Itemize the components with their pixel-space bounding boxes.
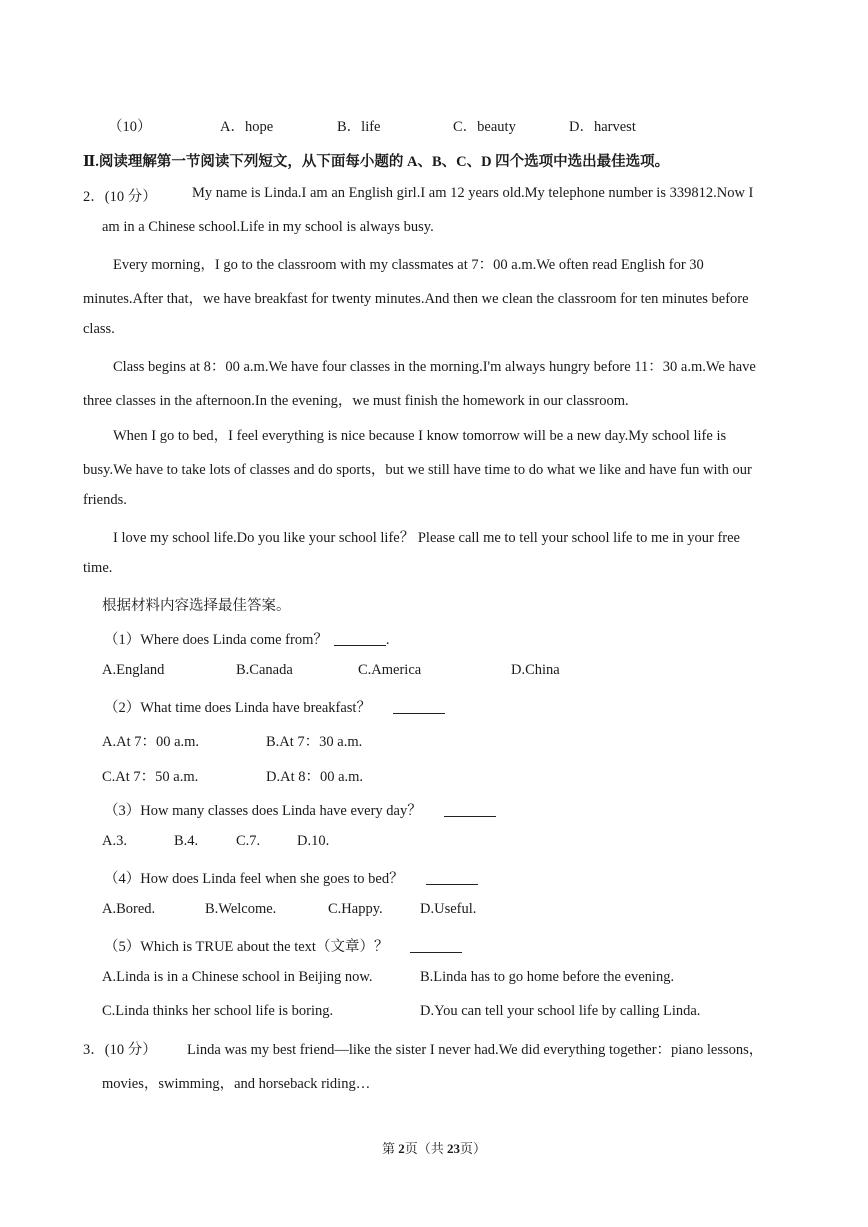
- q10-option-c: C．beauty: [453, 119, 516, 135]
- q10-option-b: B．life: [337, 119, 381, 135]
- q3-label: 3．(10 分）: [83, 1042, 157, 1058]
- page-number: 2: [398, 1141, 405, 1156]
- sq4-option-c: C.Happy.: [328, 901, 383, 917]
- subquestion-1: （1）Where does Linda come from？ .: [104, 632, 390, 648]
- subquestion-3: [104, 799, 496, 820]
- sq1-option-d: D.China: [511, 662, 560, 678]
- q2-line: time.: [83, 560, 113, 576]
- sq1-option-a: A.England: [102, 662, 165, 678]
- subquestion-5: [104, 935, 462, 956]
- sq3-option-d: D.10.: [297, 833, 330, 849]
- q2-line: Every morning，I go to the classroom with my classmates at 7：00 a.m.We often read English for 30: [113, 257, 704, 273]
- subquestion-text: （2）What time does Linda have breakfast？: [104, 700, 371, 716]
- subquestion-text: （5）Which is TRUE about the text（文章）？: [104, 939, 389, 955]
- sq4-option-a: A.Bored.: [102, 901, 156, 917]
- q2-line: When I go to bed，I feel everything is nice because I know tomorrow will be a new day.My school life is: [113, 428, 727, 444]
- answer-blank: [334, 644, 386, 646]
- sq5-option-c: C.Linda thinks her school life is boring.: [102, 1003, 334, 1019]
- q3-line: Linda was my best friend—like the sister I never had.We did everything together：piano lessons，: [187, 1042, 764, 1058]
- sq5-option-d: D.You can tell your school life by calling Linda.: [420, 1003, 701, 1019]
- sq3-option-b: B.4.: [174, 833, 199, 849]
- q2-line: Class begins at 8：00 a.m.We have four classes in the morning.I'm always hungry before 11：30 a.m.We have: [113, 359, 756, 375]
- sq1-option-c: C.America: [358, 662, 422, 678]
- answer-blank: [426, 883, 478, 885]
- section-heading: Ⅱ.阅读理解第一节阅读下列短文，从下面每小题的 A、B、C、D 四个选项中选出最佳选项。: [83, 154, 670, 170]
- total-pages: 23: [447, 1141, 460, 1156]
- q2-label: 2．(10 分）: [83, 189, 157, 205]
- sq2-option-c: C.At 7：50 a.m.: [102, 769, 199, 785]
- sq5-option-a: A.Linda is in a Chinese school in Beijing now.: [102, 969, 373, 985]
- q2-instruction: 根据材料内容选择最佳答案。: [102, 598, 291, 614]
- subquestion-2: [104, 696, 445, 717]
- q10-option-a: A．hope: [220, 119, 274, 135]
- q2-line: class.: [83, 321, 115, 337]
- q2-line: I love my school life.Do you like your school life？ Please call me to tell your school life to me in your free: [113, 530, 740, 546]
- subquestion-text: （1）Where does Linda come from？: [104, 632, 328, 648]
- subquestion-text: （4）How does Linda feel when she goes to bed？: [104, 871, 404, 887]
- page-footer: 第 2页（共 23页）: [381, 1141, 487, 1156]
- q10-option-d: D．harvest: [569, 119, 636, 135]
- q2-line: am in a Chinese school.Life in my school is always busy.: [102, 219, 434, 235]
- sq3-option-c: C.7.: [236, 833, 261, 849]
- sq2-option-b: B.At 7：30 a.m.: [266, 734, 363, 750]
- q3-line: movies，swimming，and horseback riding…: [102, 1076, 371, 1092]
- q2-line: My name is Linda.I am an English girl.I am 12 years old.My telephone number is 339812.Now I: [192, 185, 754, 201]
- q10-number: （10）: [108, 119, 152, 135]
- sq4-option-b: B.Welcome.: [205, 901, 277, 917]
- sq2-option-d: D.At 8：00 a.m.: [266, 769, 364, 785]
- sq1-option-b: B.Canada: [236, 662, 293, 678]
- sq5-option-b: B.Linda has to go home before the evening.: [420, 969, 675, 985]
- q2-line: three classes in the afternoon.In the evening，we must finish the homework in our classroom.: [83, 393, 629, 409]
- q2-line: minutes.After that，we have breakfast for twenty minutes.And then we clean the classroom for ten minutes before: [83, 291, 749, 307]
- q2-line: friends.: [83, 492, 127, 508]
- answer-blank: [410, 951, 462, 953]
- subquestion-4: [104, 867, 478, 888]
- answer-blank: [393, 712, 445, 714]
- sq3-option-a: A.3.: [102, 833, 127, 849]
- q2-line: busy.We have to take lots of classes and do sports，but we still have time to do what we like and have fun with our: [83, 462, 752, 478]
- answer-blank: [444, 815, 496, 817]
- sq4-option-d: D.Useful.: [420, 901, 477, 917]
- sq2-option-a: A.At 7：00 a.m.: [102, 734, 200, 750]
- subquestion-text: （3）How many classes does Linda have every day？: [104, 803, 422, 819]
